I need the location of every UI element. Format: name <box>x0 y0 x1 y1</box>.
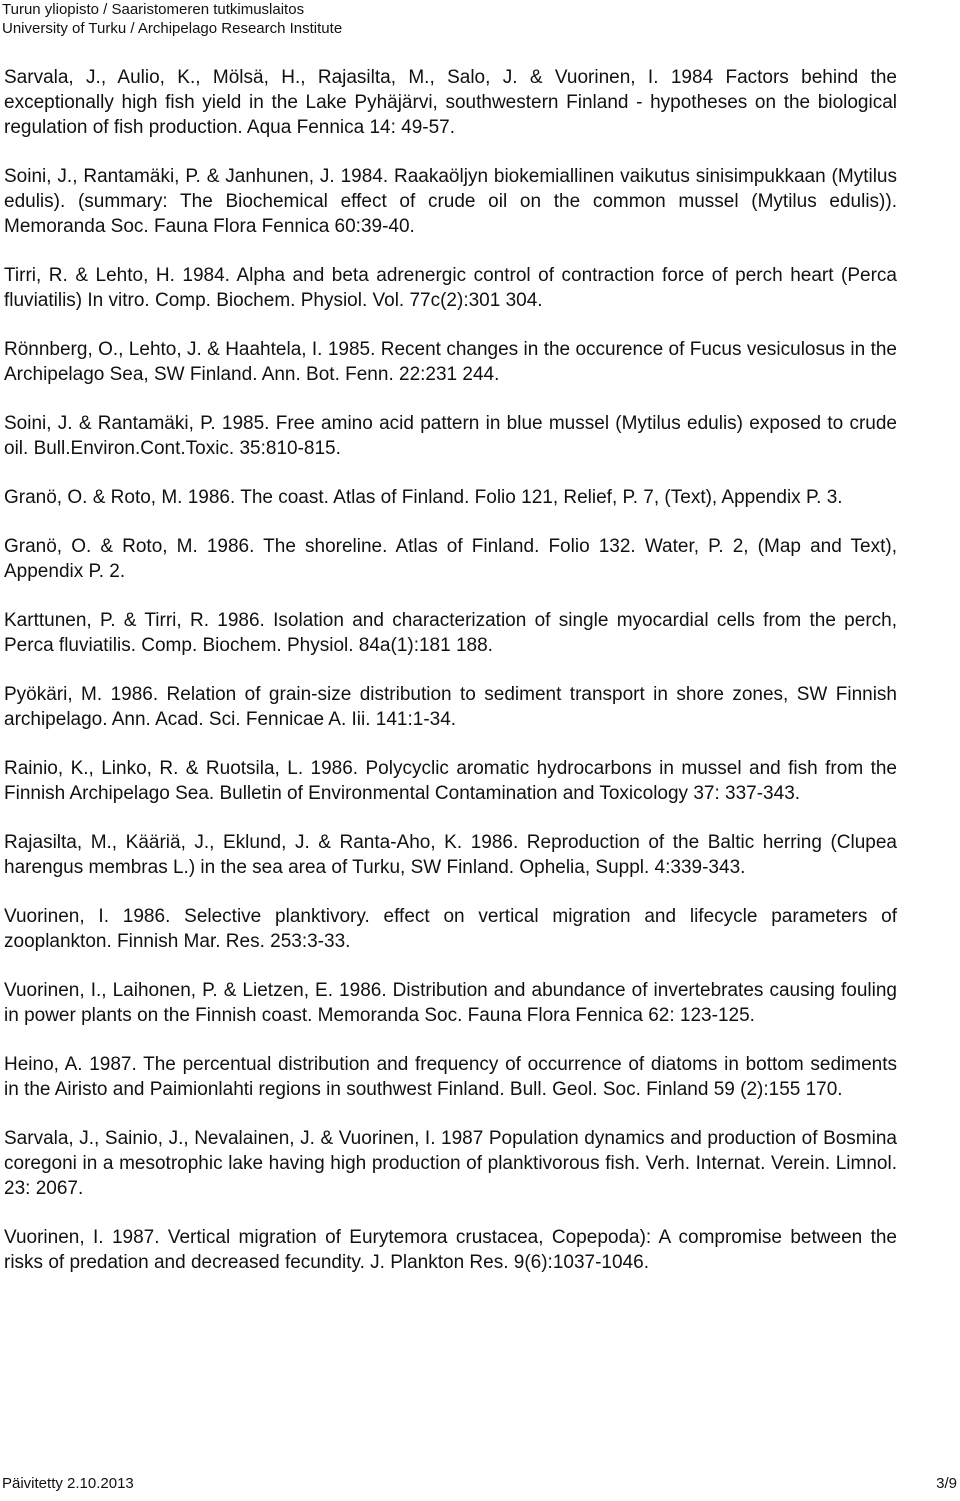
reference-entry: Karttunen, P. & Tirri, R. 1986. Isolation and characterization of single myocardial cells from the perch, Perca fluviatilis. Comp. Biochem. Physiol. 84a(1):181 188. <box>4 610 897 656</box>
reference-entry: Pyökäri, M. 1986. Relation of grain-size distribution to sediment transport in shore zones, SW Finnish archipelago. Ann. Acad. Sci. Fennicae A. Iii. 141:1-34. <box>4 684 897 730</box>
reference-entry: Sarvala, J., Aulio, K., Mölsä, H., Rajasilta, M., Salo, J. & Vuorinen, I. 1984 Factors behind the exceptionally high fish yield in the Lake Pyhäjärvi, southwestern Finland - hypotheses on the biological regulation of fish production. Aqua Fennica 14: 49-57. <box>4 67 897 138</box>
updated-date: Päivitetty 2.10.2013 <box>2 1475 134 1492</box>
page-footer <box>2 1472 957 1496</box>
reference-entry: Sarvala, J., Sainio, J., Nevalainen, J. & Vuorinen, I. 1987 Population dynamics and production of Bosmina coregoni in a mesotrophic lake having high production of planktivorous fish. Verh. Internat. Verein. Limnol. 23: 2067. <box>4 1128 897 1199</box>
reference-entry: Vuorinen, I., Laihonen, P. & Lietzen, E. 1986. Distribution and abundance of invertebrates causing fouling in power plants on the Finnish coast. Memoranda Soc. Fauna Flora Fennica 62: 123-125. <box>4 980 897 1026</box>
reference-entry: Soini, J., Rantamäki, P. & Janhunen, J. 1984. Raakaöljyn biokemiallinen vaikutus sinisimpukkaan (Mytilus edulis). (summary: The Biochemical effect of crude oil on the common mussel (Mytilus edulis)). Memoranda Soc. Fauna Flora Fennica 60:39-40. <box>4 166 897 237</box>
reference-entry: Heino, A. 1987. The percentual distribution and frequency of occurrence of diatoms in bottom sediments in the Airisto and Paimionlahti regions in southwest Finland. Bull. Geol. Soc. Finland 59 (2):155 170. <box>4 1054 897 1100</box>
institution-name-finnish: Turun yliopisto / Saaristomeren tutkimuslaitos <box>2 1 305 18</box>
page-header <box>2 0 942 38</box>
reference-list <box>4 65 897 1299</box>
reference-entry: Soini, J. & Rantamäki, P. 1985. Free amino acid pattern in blue mussel (Mytilus edulis) exposed to crude oil. Bull.Environ.Cont.Toxic. 35:810-815. <box>4 413 897 459</box>
reference-entry: Rainio, K., Linko, R. & Ruotsila, L. 1986. Polycyclic aromatic hydrocarbons in mussel and fish from the Finnish Archipelago Sea. Bulletin of Environmental Contamination and Toxicology 37: 337-343. <box>4 758 897 804</box>
reference-entry: Vuorinen, I. 1986. Selective planktivory. effect on vertical migration and lifecycle parameters of zooplankton. Finnish Mar. Res. 253:3-33. <box>4 906 897 952</box>
reference-entry: Rönnberg, O., Lehto, J. & Haahtela, I. 1985. Recent changes in the occurence of Fucus vesiculosus in the Archipelago Sea, SW Finland. Ann. Bot. Fenn. 22:231 244. <box>4 339 897 385</box>
reference-entry: Granö, O. & Roto, M. 1986. The shoreline. Atlas of Finland. Folio 132. Water, P. 2, (Map and Text), Appendix P. 2. <box>4 536 897 582</box>
institution-name-english: University of Turku / Archipelago Research Institute <box>2 20 343 37</box>
reference-entry: Rajasilta, M., Kääriä, J., Eklund, J. & Ranta-Aho, K. 1986. Reproduction of the Baltic herring (Clupea harengus membras L.) in the sea area of Turku, SW Finland. Ophelia, Suppl. 4:339-343. <box>4 832 897 878</box>
reference-entry: Granö, O. & Roto, M. 1986. The coast. Atlas of Finland. Folio 121, Relief, P. 7, (Text), Appendix P. 3. <box>4 487 843 508</box>
reference-entry: Vuorinen, I. 1987. Vertical migration of Eurytemora crustacea, Copepoda): A compromise between the risks of predation and decreased fecundity. J. Plankton Res. 9(6):1037-1046. <box>4 1227 897 1273</box>
page-number: 3/9 <box>936 1475 957 1492</box>
reference-entry: Tirri, R. & Lehto, H. 1984. Alpha and beta adrenergic control of contraction force of perch heart (Perca fluviatilis) In vitro. Comp. Biochem. Physiol. Vol. 77c(2):301 304. <box>4 265 897 311</box>
